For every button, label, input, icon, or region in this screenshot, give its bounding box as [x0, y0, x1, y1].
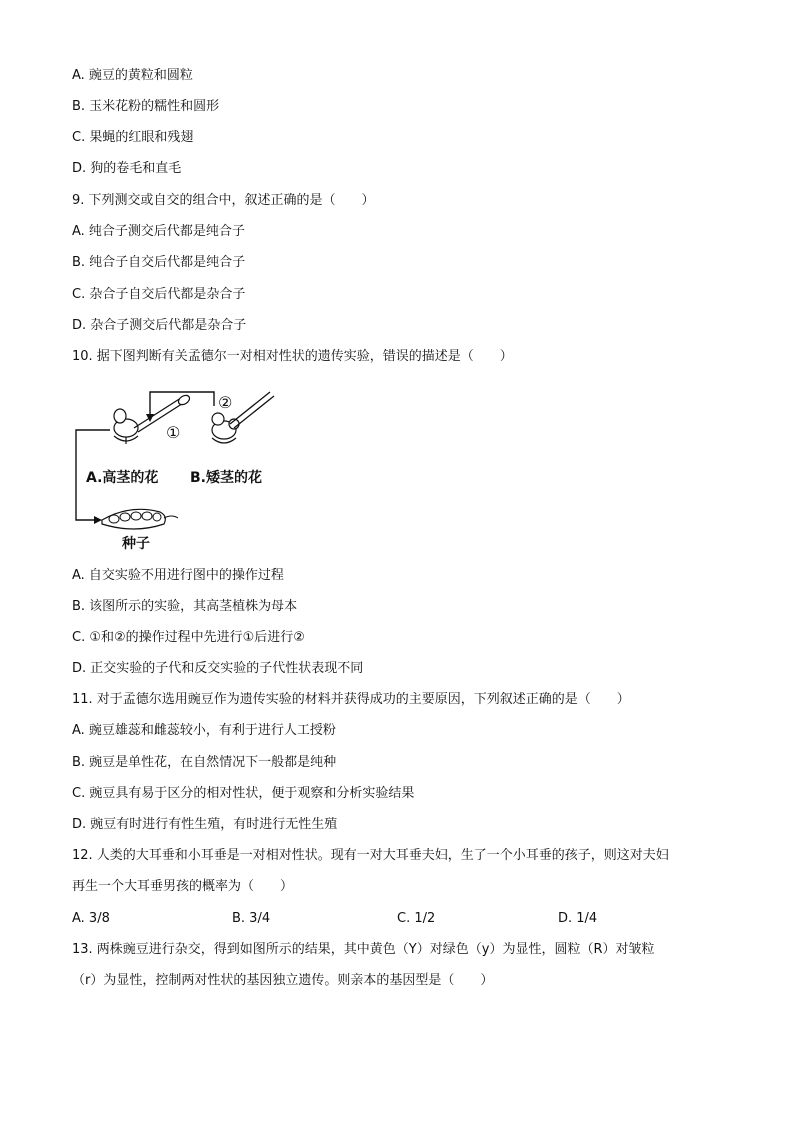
q9-option-a: A. 纯合子测交后代都是纯合子	[72, 224, 245, 239]
q9-option-c: C. 杂合子自交后代都是杂合子	[72, 287, 246, 302]
q10-figure	[68, 386, 288, 556]
seed-arrowhead	[94, 516, 102, 524]
label-seed: 种子	[122, 536, 150, 552]
q13-stem-line2: （r）为显性，控制两对性状的基因独立遗传。则亲本的基因型是（ ）	[72, 973, 494, 988]
seed-pod-icon	[102, 509, 178, 529]
q9-option-b: B. 纯合子自交后代都是纯合子	[72, 255, 246, 270]
q12-stem-line1: 12. 人类的大耳垂和小耳垂是一对相对性状。现有一对大耳垂夫妇，生了一个小耳垂的孩子，则这对夫妇	[72, 848, 669, 863]
q10-option-d: D. 正交实验的子代和反交实验的子代性状表现不同	[72, 661, 364, 676]
q12-option-b: B. 3/4	[232, 911, 271, 926]
q13-stem-line1: 13. 两株豌豆进行杂交，得到如图所示的结果，其中黄色（Y）对绿色（y）为显性，圆粒（R）对皱粒	[72, 942, 655, 957]
q9-stem: 9. 下列测交或自交的组合中，叙述正确的是（ ）	[72, 193, 375, 208]
q11-option-d: D. 豌豆有时进行有性生殖，有时进行无性生殖	[72, 817, 338, 832]
q11-stem: 11. 对于孟德尔选用豌豆作为遗传实验的材料并获得成功的主要原因，下列叙述正确的是（ ）	[72, 692, 630, 707]
q11-option-c: C. 豌豆具有易于区分的相对性状，便于观察和分析实验结果	[72, 786, 415, 801]
q8-option-a: A. 豌豆的黄粒和圆粒	[72, 68, 193, 83]
q8-option-c: C. 果蝇的红眼和残翅	[72, 130, 194, 145]
step-1-mark: ①	[166, 423, 181, 442]
q12-option-d: D. 1/4	[558, 911, 598, 926]
q10-stem: 10. 据下图判断有关孟德尔一对相对性状的遗传实验，错误的描述是（ ）	[72, 349, 513, 364]
tweezers-1-icon	[134, 393, 191, 432]
label-tall-flower: A.高茎的花	[86, 470, 159, 486]
q11-option-b: B. 豌豆是单性花，在自然情况下一般都是纯种	[72, 755, 337, 770]
q10-option-a: A. 自交实验不用进行图中的操作过程	[72, 568, 284, 583]
pollination-diagram	[68, 386, 288, 556]
q12-stem-line2: 再生一个大耳垂男孩的概率为（ ）	[72, 879, 294, 894]
q12-option-c: C. 1/2	[397, 911, 436, 926]
flower-a-icon	[114, 409, 138, 444]
step-2-mark: ②	[218, 393, 233, 412]
q10-option-b: B. 该图所示的实验，其高茎植株为母本	[72, 599, 298, 614]
q10-option-c: C. ①和②的操作过程中先进行①后进行②	[72, 630, 305, 645]
q8-option-b: B. 玉米花粉的糯性和圆形	[72, 99, 220, 114]
q9-option-d: D. 杂合子测交后代都是杂合子	[72, 318, 247, 333]
q12-option-a: A. 3/8	[72, 911, 110, 926]
q11-option-a: A. 豌豆雄蕊和雌蕊较小，有利于进行人工授粉	[72, 723, 336, 738]
label-dwarf-flower: B.矮茎的花	[190, 470, 262, 486]
q8-option-d: D. 狗的卷毛和直毛	[72, 161, 182, 176]
